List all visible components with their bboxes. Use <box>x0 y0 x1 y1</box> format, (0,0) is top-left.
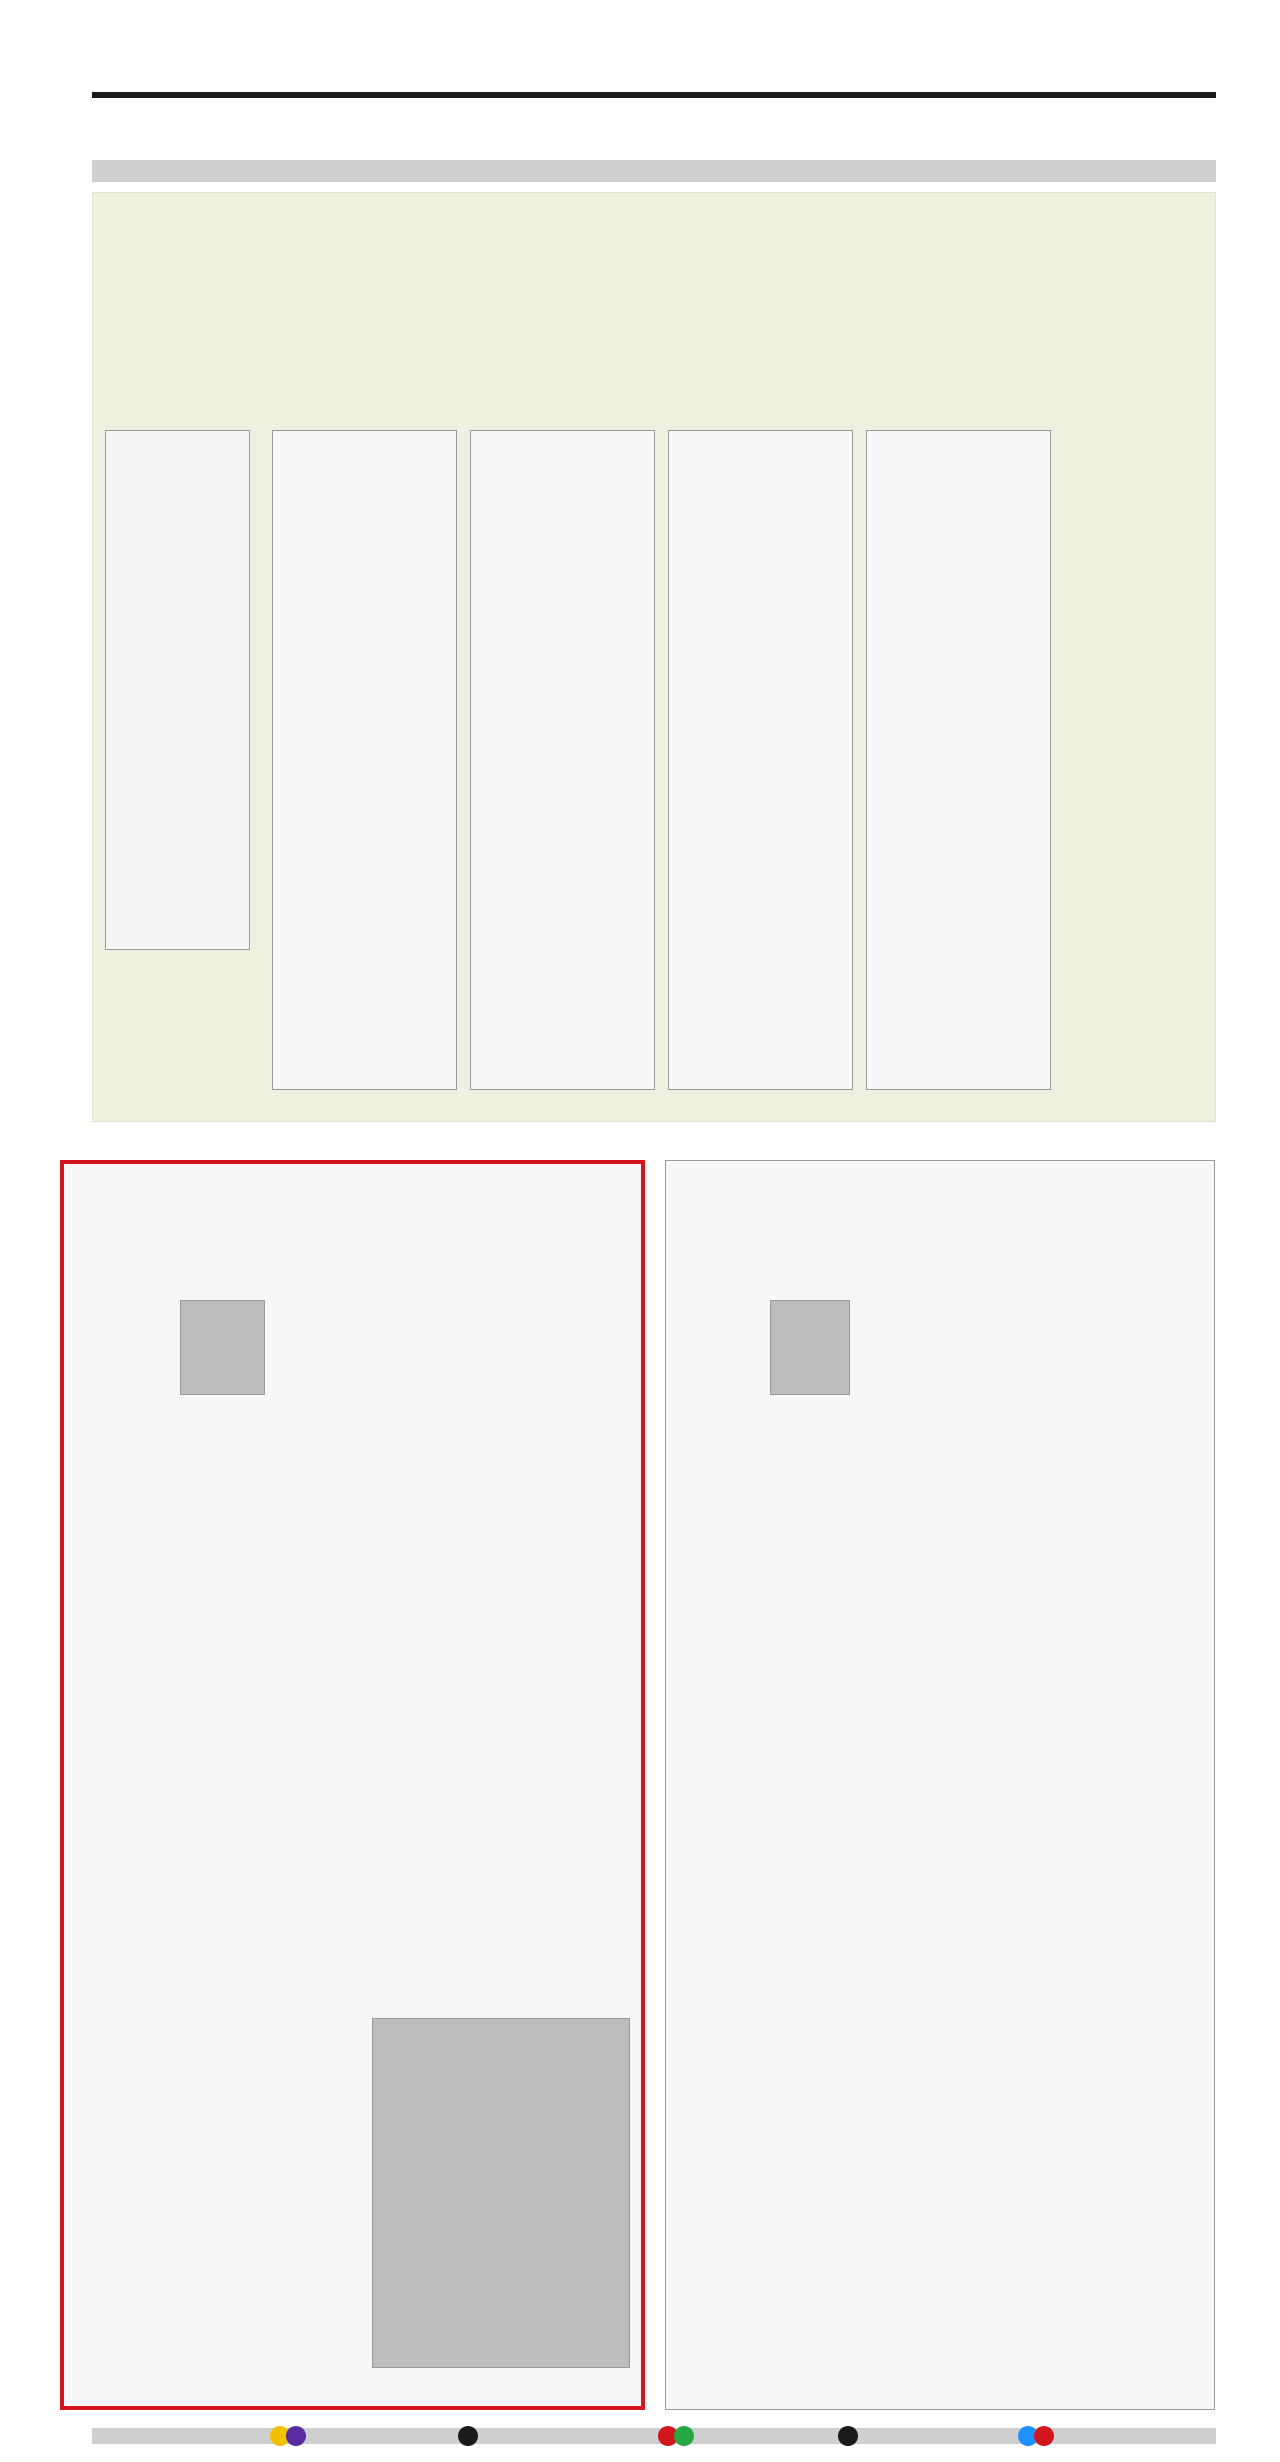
editorial-column-4 <box>866 430 1051 1090</box>
right-portrait <box>770 1300 850 1395</box>
left-portrait <box>180 1300 265 1395</box>
top-rule <box>92 92 1216 98</box>
editorial-column-2 <box>470 430 655 1090</box>
editorial-column-3 <box>668 430 853 1090</box>
footer-dot-3 <box>458 2426 478 2446</box>
right-article <box>665 1160 1215 2410</box>
footer-dot-6 <box>838 2426 858 2446</box>
footer-dot-5 <box>674 2426 694 2446</box>
header-bar <box>92 160 1216 182</box>
street-photo <box>372 2018 630 2368</box>
footer-dot-8 <box>1034 2426 1054 2446</box>
footer-dot-2 <box>286 2426 306 2446</box>
editorial-sidebar <box>105 430 250 950</box>
editorial-column-1 <box>272 430 457 1090</box>
